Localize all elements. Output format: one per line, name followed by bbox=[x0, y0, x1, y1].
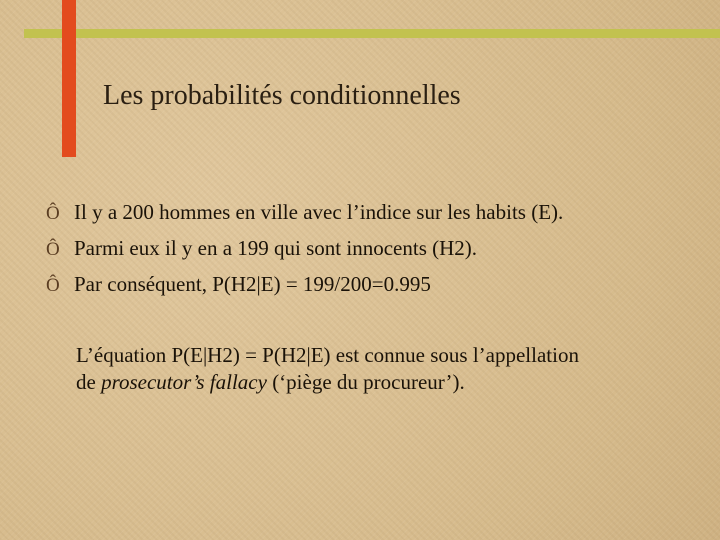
side-accent-bar bbox=[62, 0, 76, 157]
bullet-text: Par conséquent, P(H2|E) = 199/200=0.995 bbox=[74, 272, 431, 296]
explanation-paragraph bbox=[76, 342, 660, 396]
paragraph-line-2-end: (‘piège du procureur’). bbox=[266, 370, 465, 394]
hook-arrow-icon: Ô bbox=[46, 203, 60, 224]
hook-arrow-icon: Ô bbox=[46, 275, 60, 296]
slide-title: Les probabilités conditionnelles bbox=[103, 80, 461, 111]
paragraph-line-1: L’équation P(E|H2) = P(H2|E) est connue sous l’appellation bbox=[76, 343, 579, 367]
paragraph-line-2 bbox=[76, 369, 660, 396]
top-decorative-rule bbox=[24, 29, 720, 38]
bullet-text: Parmi eux il y en a 199 qui sont innocents (H2). bbox=[74, 236, 478, 260]
paragraph-line-2-start: de bbox=[76, 370, 102, 394]
prosecutors-fallacy-term: prosecutor’s fallacy bbox=[101, 370, 267, 394]
hook-arrow-icon: Ô bbox=[46, 239, 60, 260]
bullet-text: Il y a 200 hommes en ville avec l’indice sur les habits (E). bbox=[74, 200, 564, 224]
